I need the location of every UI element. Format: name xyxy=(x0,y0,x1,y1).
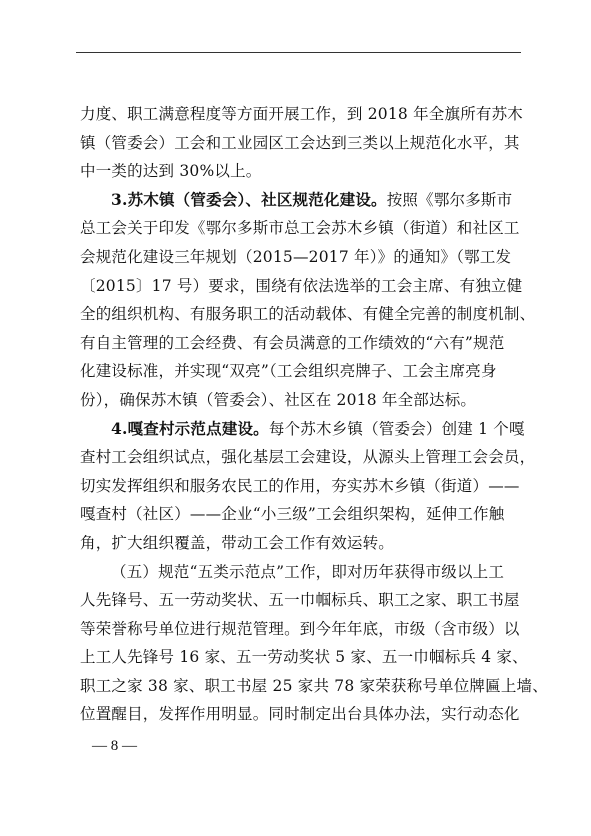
page-number: — 8 — xyxy=(92,738,137,754)
text-run: 人先锋号、五一劳动奖状、五一巾帼标兵、职工之家、职工书屋 xyxy=(80,591,520,610)
text-line xyxy=(80,357,526,386)
text-run: 等荣誉称号单位进行规范管理。到今年年底，市级（含市级）以 xyxy=(80,619,520,638)
text-run: 有自主管理的工会经费、有会员满意的工作绩效的“六有”规范 xyxy=(80,333,505,352)
text-line xyxy=(80,672,548,701)
text-line xyxy=(80,443,536,472)
text-run: 位置醒目，发挥作用明显。同时制定出台具体办法，实行动态化 xyxy=(80,705,520,724)
header-rule xyxy=(76,52,521,53)
text-line xyxy=(80,415,526,444)
text-run: 镇（管委会）工会和工业园区工会达到三类以上规范化水平，其 xyxy=(80,133,520,152)
text-line xyxy=(80,700,526,729)
text-line xyxy=(80,300,536,329)
text-line xyxy=(80,100,526,129)
text-line xyxy=(80,472,526,501)
text-run: 按照《鄂尔多斯市 xyxy=(386,190,513,209)
document-body xyxy=(80,100,548,729)
text-line xyxy=(80,586,526,615)
text-run: 每个苏木乡镇（管委会）创建 1 个嘎 xyxy=(268,419,525,438)
text-line xyxy=(80,243,526,272)
text-run: 中一类的达到 30%以上。 xyxy=(80,162,262,181)
text-line xyxy=(80,272,526,301)
text-run: 总工会关于印发《鄂尔多斯市总工会苏木乡镇（街道）和社区工 xyxy=(80,219,520,238)
text-line xyxy=(80,529,526,558)
text-run: 角，扩大组织覆盖，带动工会工作有效运转。 xyxy=(80,533,395,552)
text-line xyxy=(80,157,526,186)
text-run: （五）规范“五类示范点”工作，即对历年获得市级以上工 xyxy=(111,562,505,581)
text-run: 份），确保苏木镇（管委会）、社区在 2018 年全部达标。 xyxy=(80,390,477,409)
text-run: 化建设标准，并实现“双亮”（工会组织亮牌子、工会主席亮身 xyxy=(80,362,497,381)
text-line xyxy=(80,214,526,243)
text-run: 职工之家 38 家、职工书屋 25 家共 78 家荣获称号单位牌匾上墙、 xyxy=(80,676,548,695)
text-run: 上工人先锋号 16 家、五一劳动奖状 5 家、五一巾帼标兵 4 家、 xyxy=(80,648,528,667)
section-heading-4: 4.嘎查村示范点建设。 xyxy=(111,418,269,438)
text-run: 全的组织机构、有服务职工的活动载体、有健全完善的制度机制、 xyxy=(80,305,536,324)
text-line xyxy=(80,329,526,358)
text-run: 〔2015〕17 号）要求，围绕有依法选举的工会主席、有独立健 xyxy=(80,276,523,295)
text-run: 切实发挥组织和服务农民工的作用，夯实苏木乡镇（街道）—— xyxy=(80,476,520,495)
text-run: 力度、职工满意程度等方面开展工作，到 2018 年全旗所有苏木 xyxy=(80,105,524,123)
text-line xyxy=(80,129,526,158)
text-line xyxy=(80,643,526,672)
text-line xyxy=(80,615,526,644)
text-run: 查村工会组织试点，强化基层工会建设，从源头上管理工会会员， xyxy=(80,448,536,467)
text-line xyxy=(80,558,526,587)
text-run: 嘎查村（社区）——企业“小三级”工会组织架构，延伸工作触 xyxy=(80,505,505,524)
text-run: 会规范化建设三年规划（2015—2017 年）》的通知》（鄂工发 xyxy=(80,247,512,266)
text-line xyxy=(80,500,526,529)
text-line xyxy=(80,186,526,215)
text-line xyxy=(80,386,526,415)
section-heading-3: 3.苏木镇（管委会）、社区规范化建设。 xyxy=(111,189,387,209)
